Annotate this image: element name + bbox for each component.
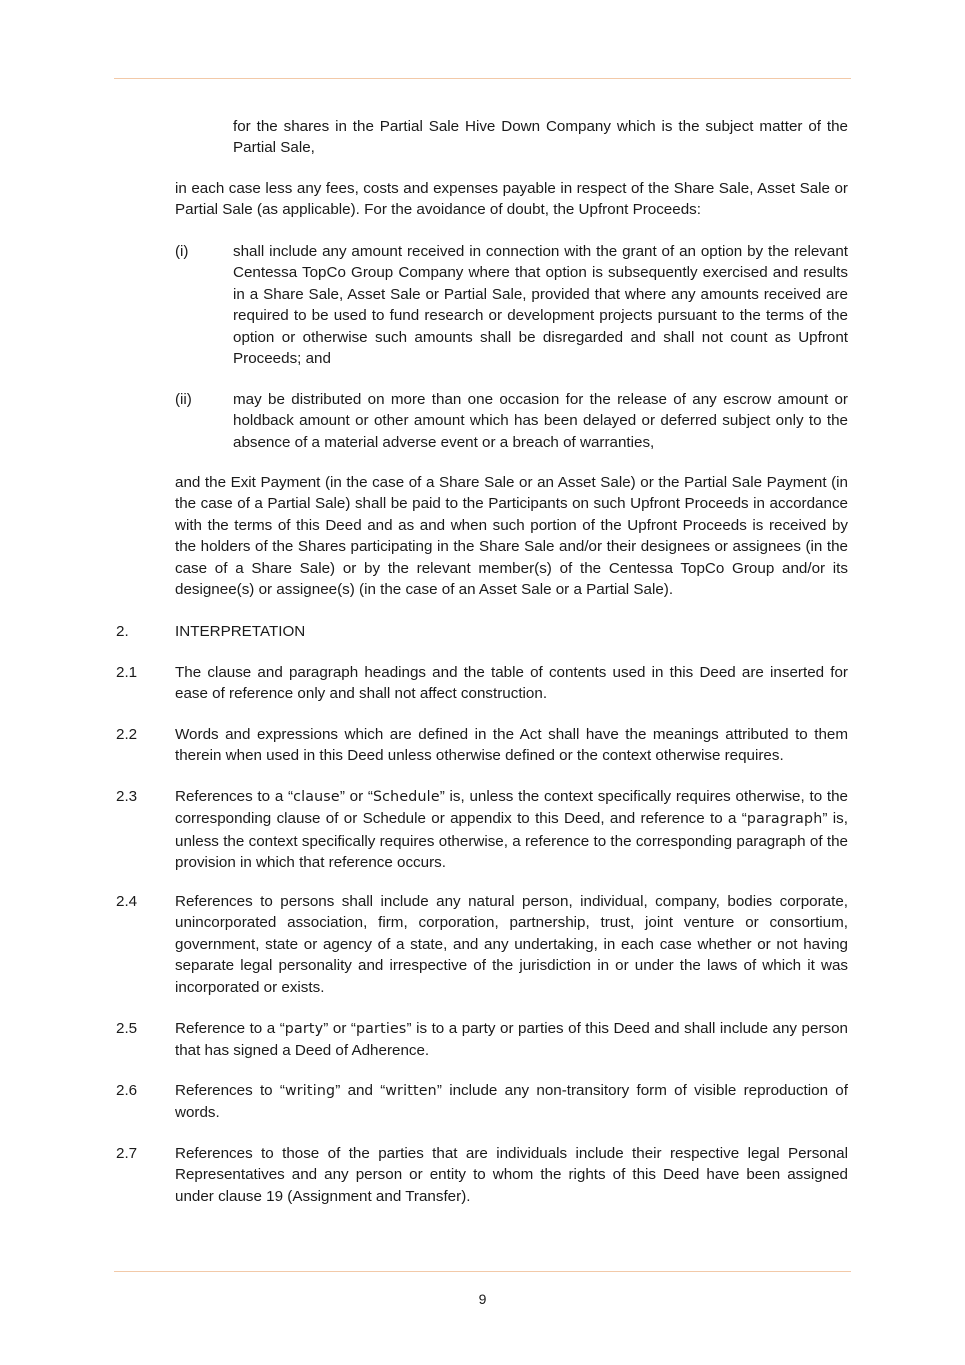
section-number: 2. (116, 623, 129, 640)
clause-text: References to those of the parties that are individuals include their respective legal Personal Representatives and any person or entity to whom the rights of this Deed have been assigned under clause 19 (Assignment and Transfer). (175, 1145, 848, 1205)
item-text: may be distributed on more than one occasion for the release of any escrow amount or holdback amount or other amount which has been delayed or deferred subject only to the absence of a material adverse event or a breach of warranties, (233, 391, 848, 451)
footer-rule (114, 1271, 851, 1272)
exit-payment-paragraph: and the Exit Payment (in the case of a Share Sale or an Asset Sale) or the Partial Sale Payment (in the case of a Partial Sale) shall be paid to the Participants on such Upfront Proceeds in accordance with the terms of this Deed and as and when such portion of the Upfront Proceeds is received by the holders of the Shares participating in the Share Sale and/or their designees or assignees (in the case of a Share Sale) or by the relevant member(s) of the Centessa TopCo Group and/or its designee(s) or assignee(s) (in the case of an Asset Sale or a Partial Sale). (175, 474, 848, 599)
clause-text: References to persons shall include any natural person, individual, company, bodies corporate, unincorporated association, firm, corporation, partnership, trust, joint venture or consortium, government, state or agency of a state, and any undertaking, in each case whether or not having separate legal personality and irrespective of the jurisdiction in or under the laws of which it was incorporated or exists. (175, 893, 848, 996)
header-rule (114, 78, 851, 79)
defined-term: parties (355, 1021, 407, 1037)
section-heading: INTERPRETATION (175, 623, 306, 640)
item-text: shall include any amount received in connection with the grant of an option by the relevant Centessa TopCo Group Company where that option is subsequently exercised and results in a Share Sale, Asset Sale or Partial Sale, provided that where any amounts received are required to be used to fund research or development projects pursuant to the terms of the option or otherwise such amounts shall be disregarded and shall not count as Upfront Proceeds; and (233, 243, 848, 368)
defined-term: party (284, 1021, 324, 1037)
upfront-proceeds-paragraph: in each case less any fees, costs and expenses payable in respect of the Share Sale, Asset Sale or Partial Sale (as applicable). For the avoidance of doubt, the Upfront Proceeds: (175, 180, 848, 219)
intro-continuation: for the shares in the Partial Sale Hive Down Company which is the subject matter of the Partial Sale, (233, 118, 848, 157)
clause-text: The clause and paragraph headings and the table of contents used in this Deed are inserted for ease of reference only and shall not affect construction. (175, 664, 848, 703)
defined-term: writing (284, 1083, 336, 1099)
item-label: (i) (175, 243, 189, 260)
clause-text: Words and expressions which are defined in the Act shall have the meanings attributed to them therein when used in this Deed unless otherwise defined or the context otherwise requires. (175, 726, 848, 765)
clause-text: References to “writing” and “written” include any non-transitory form of visible reproduction of words. (175, 1082, 848, 1122)
defined-term: paragraph (746, 811, 823, 828)
clause-text: References to a “clause” or “Schedule” is, unless the context specifically requires otherwise, to the corresponding clause of or Schedule or appendix to this Deed, and reference to a “paragraph” is, unless the context specifically requires otherwise, a reference to the corresponding paragraph of the provision in which that reference occurs. (175, 788, 849, 872)
clause-number: 2.4 (116, 893, 138, 910)
clause-number: 2.6 (116, 1082, 138, 1099)
clause-text: Reference to a “party” or “parties” is to a party or parties of this Deed and shall include any person that has signed a Deed of Adherence. (175, 1020, 848, 1060)
clause-number: 2.2 (116, 726, 138, 743)
clause-number: 2.3 (116, 788, 138, 805)
defined-term: written (385, 1083, 437, 1099)
defined-term: Schedule (372, 789, 440, 805)
page-number: 9 (478, 1291, 487, 1307)
clause-number: 2.1 (116, 664, 138, 681)
clause-number: 2.7 (116, 1145, 138, 1162)
defined-term: clause (293, 789, 340, 805)
clause-number: 2.5 (116, 1020, 138, 1037)
item-label: (ii) (175, 391, 192, 408)
